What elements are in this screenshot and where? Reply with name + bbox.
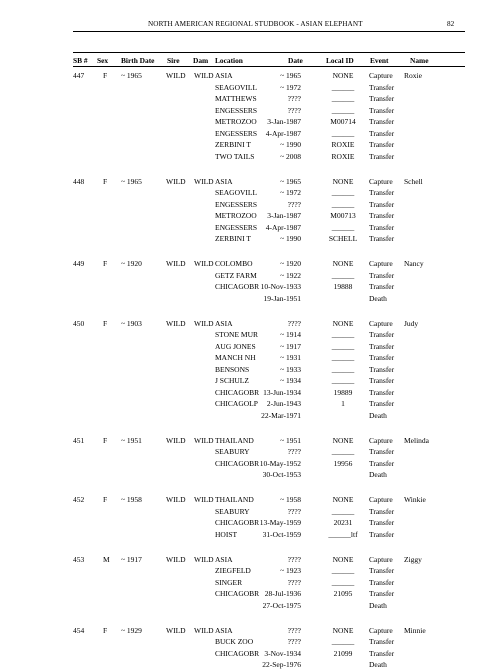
event-row (0, 211, 495, 223)
event-row (0, 177, 495, 189)
local-id: ______ltf (328, 529, 358, 539)
event-date: 3-Nov-1934 (264, 648, 301, 658)
dam: WILD (194, 176, 214, 186)
animal-name: Schell (404, 176, 423, 186)
record-spacer (0, 246, 495, 260)
event-type: Transfer (369, 151, 395, 161)
event-row (0, 637, 495, 649)
studbook-record (0, 177, 495, 246)
col-header-sex: Sex (97, 56, 109, 65)
location: ZIEGFELD (215, 566, 251, 575)
event-date: ???? (287, 625, 301, 635)
event-row (0, 626, 495, 638)
local-id: 20231 (333, 518, 353, 527)
location: BENSONS (215, 364, 250, 374)
record-spacer (0, 163, 495, 177)
event-row (0, 589, 495, 601)
event-type: Transfer (369, 376, 395, 385)
local-id: ______ (331, 199, 355, 209)
event-date: ~ 1990 (280, 234, 301, 243)
dam: WILD (194, 259, 214, 268)
event-type: Capture (369, 554, 393, 564)
event-date: 22-Mar-1971 (261, 410, 301, 420)
event-date: ???? (287, 199, 301, 209)
location: MANCH NH (215, 353, 256, 362)
event-date: ~ 1933 (280, 364, 301, 374)
event-date: ~ 1914 (280, 330, 301, 339)
location: J SCHULZ (215, 376, 249, 385)
location: GETZ FARM (215, 270, 257, 280)
column-header-bottom-rule (73, 66, 465, 67)
event-type: Transfer (369, 387, 395, 397)
local-id: ______ (331, 364, 355, 374)
event-row (0, 470, 495, 482)
birth-date: ~ 1903 (121, 318, 142, 328)
event-row (0, 447, 495, 459)
event-type: Transfer (369, 140, 395, 149)
local-id: NONE (332, 625, 354, 635)
event-type: Death (369, 293, 387, 303)
sb-number: 454 (73, 625, 85, 635)
event-date: ~ 2008 (280, 151, 301, 161)
event-date: ~ 1958 (280, 495, 301, 504)
location: ENGESSERS (215, 128, 258, 138)
event-row (0, 319, 495, 331)
event-date: ???? (287, 506, 301, 516)
local-id: 19889 (333, 387, 353, 397)
event-type: Transfer (369, 82, 395, 92)
event-date: ~ 1917 (280, 341, 301, 351)
event-date: 3-Jan-1987 (267, 117, 301, 126)
event-row (0, 660, 495, 672)
studbook-record (0, 626, 495, 672)
location: ENGESSERS (215, 105, 258, 115)
birth-date: ~ 1929 (121, 625, 142, 635)
event-type: Capture (369, 435, 393, 445)
column-header-top-rule (73, 52, 465, 53)
record-spacer (0, 482, 495, 496)
animal-name: Winkie (404, 495, 426, 504)
event-row (0, 495, 495, 507)
location: CHICAGOBR (215, 282, 260, 291)
event-type: Transfer (369, 364, 395, 374)
event-row (0, 507, 495, 519)
event-type: Transfer (369, 637, 395, 646)
event-date: 10-Nov-1933 (260, 282, 301, 291)
animal-name: Roxie (404, 71, 422, 80)
location: SEAGOVILL (215, 82, 258, 92)
event-type: Transfer (369, 330, 395, 339)
event-row (0, 152, 495, 164)
local-id: NONE (332, 435, 354, 445)
location: METROZOO (215, 117, 257, 126)
event-row (0, 71, 495, 83)
event-type: Death (369, 410, 387, 420)
event-date: 4-Apr-1987 (265, 128, 301, 138)
event-row (0, 223, 495, 235)
local-id: ______ (331, 82, 355, 92)
location: CHICAGOBR (215, 648, 260, 658)
event-row (0, 388, 495, 400)
event-date: ???? (287, 554, 301, 564)
location: CHICAGOBR (215, 458, 260, 468)
local-id: 21099 (333, 648, 353, 658)
local-id: ______ (331, 270, 355, 280)
local-id: 19956 (333, 458, 353, 468)
sex: F (103, 495, 108, 504)
event-type: Transfer (369, 282, 395, 291)
local-id: SCHELL (328, 234, 358, 243)
event-row (0, 342, 495, 354)
location: CHICAGOLP (215, 399, 258, 408)
sex: F (103, 176, 108, 186)
event-date: ???? (287, 318, 301, 328)
event-row (0, 234, 495, 246)
location: THAILAND (215, 435, 254, 445)
col-header-sb: SB # (73, 56, 88, 65)
local-id: NONE (332, 318, 354, 328)
local-id: M00713 (330, 211, 356, 220)
event-date: ~ 1965 (280, 176, 301, 186)
birth-date: ~ 1965 (121, 176, 142, 186)
birth-date: ~ 1965 (121, 71, 142, 80)
animal-name: Melinda (404, 435, 429, 445)
sb-number: 448 (73, 176, 85, 186)
local-id: NONE (332, 176, 354, 186)
col-header-location: Location (215, 56, 243, 65)
event-type: Transfer (369, 589, 395, 598)
sire: WILD (166, 554, 186, 564)
event-row (0, 271, 495, 283)
local-id: ROXIE (331, 151, 355, 161)
local-id: ______ (331, 447, 355, 456)
local-id: ______ (331, 105, 355, 115)
event-type: Capture (369, 71, 393, 80)
event-type: Transfer (369, 447, 395, 456)
col-header-local-id: Local ID (326, 56, 354, 65)
location: AUG JONES (215, 341, 256, 351)
location: ENGESSERS (215, 199, 258, 209)
location: TWO TAILS (215, 151, 255, 161)
event-date: 2-Jun-1943 (266, 399, 301, 408)
event-date: 13-May-1959 (259, 518, 301, 527)
event-type: Transfer (369, 506, 395, 516)
sb-number: 447 (73, 71, 85, 80)
dam: WILD (194, 625, 214, 635)
event-row (0, 376, 495, 388)
event-date: 30-Oct-1953 (262, 470, 301, 479)
event-row (0, 294, 495, 306)
event-date: 28-Jul-1936 (264, 589, 301, 598)
sb-number: 453 (73, 554, 85, 564)
event-date: 10-May-1952 (259, 458, 301, 468)
location: CHICAGOBR (215, 589, 260, 598)
event-type: Capture (369, 495, 393, 504)
event-type: Transfer (369, 270, 395, 280)
event-type: Transfer (369, 341, 395, 351)
page-number: 82 (447, 20, 455, 28)
event-type: Transfer (369, 211, 395, 220)
event-date: ~ 1922 (280, 270, 301, 280)
event-date: ???? (287, 94, 301, 103)
local-id: NONE (332, 554, 354, 564)
location: MATTHEWS (215, 94, 257, 103)
birth-date: ~ 1920 (121, 259, 142, 268)
birth-date: ~ 1917 (121, 554, 142, 564)
event-type: Transfer (369, 577, 395, 587)
location: STONE MUR (215, 330, 258, 339)
event-row (0, 94, 495, 106)
event-type: Transfer (369, 458, 395, 468)
col-header-dam: Dam (193, 56, 209, 65)
local-id: ______ (331, 330, 355, 339)
event-type: Capture (369, 176, 393, 186)
location: ZERBINI T (215, 234, 251, 243)
location: CHICAGOBR (215, 518, 260, 527)
birth-date: ~ 1958 (121, 495, 142, 504)
dam: WILD (194, 554, 214, 564)
event-date: ~ 1920 (280, 259, 301, 268)
location: ASIA (215, 625, 233, 635)
record-spacer (0, 541, 495, 555)
event-date: ~ 1923 (280, 566, 301, 575)
studbook-record (0, 436, 495, 482)
local-id: ______ (331, 577, 355, 587)
location: ENGESSERS (215, 222, 258, 232)
event-type: Transfer (369, 128, 395, 138)
local-id: ______ (331, 222, 355, 232)
sire: WILD (166, 625, 186, 635)
sire: WILD (166, 176, 186, 186)
location: SEAGOVILL (215, 188, 258, 197)
event-row (0, 129, 495, 141)
event-row (0, 106, 495, 118)
birth-date: ~ 1951 (121, 435, 142, 445)
event-date: ???? (287, 577, 301, 587)
studbook-record (0, 555, 495, 613)
event-date: ~ 1934 (280, 376, 301, 385)
event-date: 27-Oct-1975 (262, 600, 301, 610)
sex: F (103, 318, 108, 328)
event-row (0, 530, 495, 542)
location: SEABURY (215, 506, 250, 516)
location: ASIA (215, 71, 233, 80)
record-spacer (0, 422, 495, 436)
sire: WILD (166, 435, 186, 445)
dam: WILD (194, 495, 214, 504)
local-id: NONE (332, 71, 354, 80)
sire: WILD (166, 259, 186, 268)
event-type: Capture (369, 318, 393, 328)
dam: WILD (194, 318, 214, 328)
local-id: ______ (331, 566, 355, 575)
local-id: ______ (331, 506, 355, 516)
event-type: Transfer (369, 199, 395, 209)
event-row (0, 365, 495, 377)
event-type: Transfer (369, 94, 395, 103)
location: ASIA (215, 318, 233, 328)
location: ZERBINI T (215, 140, 251, 149)
event-row (0, 649, 495, 661)
event-row (0, 188, 495, 200)
event-row (0, 601, 495, 613)
location: THAILAND (215, 495, 254, 504)
event-row (0, 411, 495, 423)
animal-name: Minnie (404, 625, 426, 635)
studbook-record (0, 495, 495, 541)
sex: F (103, 435, 108, 445)
event-date: 3-Jan-1987 (267, 211, 301, 220)
event-type: Transfer (369, 234, 395, 243)
local-id: ROXIE (331, 140, 355, 149)
col-header-event: Event (370, 56, 389, 65)
event-date: 13-Jun-1934 (263, 387, 301, 397)
event-row (0, 399, 495, 411)
col-header-name: Name (410, 56, 429, 65)
event-type: Death (369, 660, 387, 669)
event-row (0, 117, 495, 129)
col-header-date: Date (288, 56, 303, 65)
animal-name: Ziggy (404, 554, 422, 564)
event-type: Transfer (369, 566, 395, 575)
dam: WILD (194, 435, 214, 445)
event-date: 4-Apr-1987 (265, 222, 301, 232)
event-type: Capture (369, 259, 393, 268)
studbook-records (0, 71, 495, 672)
local-id: ______ (331, 353, 355, 362)
event-date: ~ 1951 (280, 435, 301, 445)
local-id: ______ (331, 637, 355, 646)
local-id: NONE (332, 259, 354, 268)
location: SEABURY (215, 447, 250, 456)
local-id: M00714 (330, 117, 356, 126)
event-row (0, 436, 495, 448)
event-type: Transfer (369, 117, 395, 126)
event-row (0, 83, 495, 95)
local-id: ______ (331, 188, 355, 197)
studbook-record (0, 71, 495, 163)
event-date: 31-Oct-1959 (262, 529, 301, 539)
record-spacer (0, 612, 495, 626)
event-type: Transfer (369, 529, 395, 539)
sire: WILD (166, 71, 186, 80)
local-id: ______ (331, 128, 355, 138)
event-type: Transfer (369, 353, 395, 362)
location: SINGER (215, 577, 243, 587)
event-row (0, 459, 495, 471)
event-row (0, 200, 495, 212)
location: ASIA (215, 554, 233, 564)
record-spacer (0, 305, 495, 319)
document-title: NORTH AMERICAN REGIONAL STUDBOOK - ASIAN ELEPHANT (148, 20, 363, 28)
event-date: ~ 1931 (280, 353, 301, 362)
sex: F (103, 259, 108, 268)
sex: F (103, 71, 108, 80)
location: CHICAGOBR (215, 387, 260, 397)
local-id: 21095 (333, 589, 353, 598)
col-header-birth-date: Birth Date (121, 56, 155, 65)
event-type: Transfer (369, 105, 395, 115)
event-type: Transfer (369, 399, 395, 408)
sb-number: 452 (73, 495, 85, 504)
event-date: 19-Jan-1951 (263, 293, 301, 303)
studbook-record (0, 319, 495, 423)
event-row (0, 518, 495, 530)
event-date: ~ 1972 (280, 82, 301, 92)
local-id: ______ (331, 376, 355, 385)
event-type: Death (369, 470, 387, 479)
animal-name: Nancy (404, 259, 424, 268)
sex: M (103, 554, 110, 564)
header-rule (73, 31, 465, 32)
local-id: 1 (341, 399, 345, 408)
col-header-sire: Sire (167, 56, 180, 65)
event-row (0, 566, 495, 578)
event-date: ???? (287, 447, 301, 456)
sire: WILD (166, 318, 186, 328)
sb-number: 451 (73, 435, 85, 445)
event-type: Capture (369, 625, 393, 635)
event-row (0, 282, 495, 294)
event-row (0, 555, 495, 567)
event-row (0, 140, 495, 152)
sb-number: 450 (73, 318, 85, 328)
local-id: NONE (332, 495, 354, 504)
studbook-record (0, 259, 495, 305)
event-type: Transfer (369, 188, 395, 197)
dam: WILD (194, 71, 214, 80)
event-type: Transfer (369, 648, 395, 658)
sex: F (103, 625, 108, 635)
event-date: ~ 1965 (280, 71, 301, 80)
event-row (0, 578, 495, 590)
location: ASIA (215, 176, 233, 186)
event-row (0, 259, 495, 271)
local-id: 19888 (333, 282, 353, 291)
event-row (0, 330, 495, 342)
event-date: ???? (287, 637, 301, 646)
event-type: Death (369, 600, 387, 610)
event-type: Transfer (369, 518, 395, 527)
event-date: 22-Sep-1976 (262, 660, 301, 669)
location: COLOMBO (215, 259, 253, 268)
event-row (0, 353, 495, 365)
event-type: Transfer (369, 222, 395, 232)
location: BUCK ZOO (215, 637, 254, 646)
location: HOIST (215, 529, 238, 539)
location: METROZOO (215, 211, 257, 220)
sire: WILD (166, 495, 186, 504)
animal-name: Judy (404, 318, 419, 328)
local-id: ______ (331, 94, 355, 103)
event-date: ~ 1990 (280, 140, 301, 149)
sb-number: 449 (73, 259, 85, 268)
event-date: ~ 1972 (280, 188, 301, 197)
local-id: ______ (331, 341, 355, 351)
event-date: ???? (287, 105, 301, 115)
